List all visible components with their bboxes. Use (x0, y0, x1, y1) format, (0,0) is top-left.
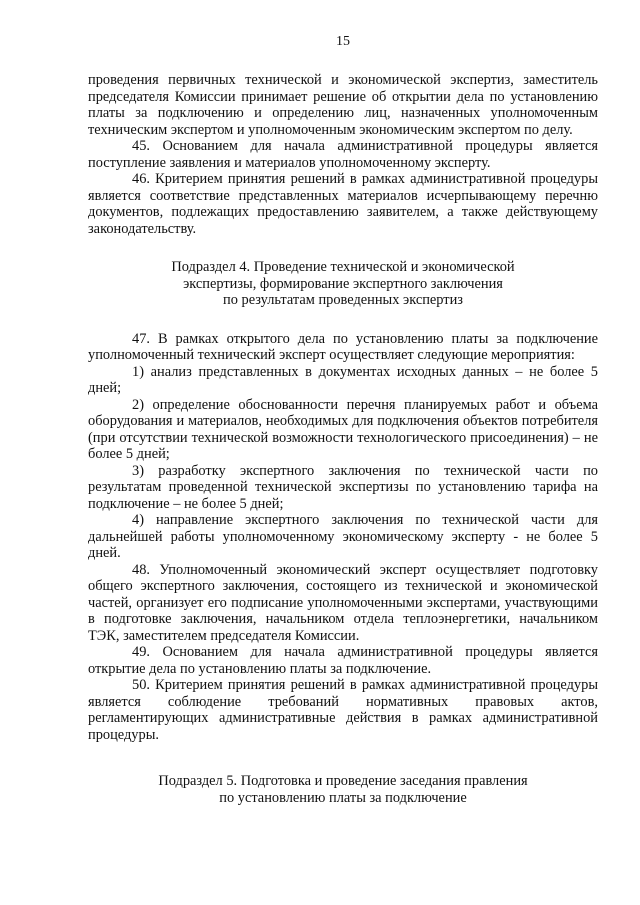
top-paragraphs (88, 72, 598, 237)
paragraph-46: 46. Критерием принятия решений в рамках административной процедуры является соответствие представленных материалов исчерпывающему перечню документов, подлежащих предоставлению заявителем, а также действующему законодательству. (88, 171, 598, 237)
heading-line: Подраздел 5. Подготовка и проведение заседания правления (158, 773, 528, 789)
paragraph-50: 50. Критерием принятия решений в рамках административной процедуры является соблюдение требований нормативных правовых актов, регламентирующих административные действия в рамках административной процедуры. (88, 677, 598, 743)
paragraph-47-item-4: 4) направление экспертного заключения по технической части для дальнейшей работы уполномоченному экономическому эксперту - не более 5 дней. (88, 512, 598, 561)
paragraph-47-item-1: 1) анализ представленных в документах исходных данных – не более 5 дней; (88, 363, 598, 396)
paragraph-47-item-3: 3) разработку экспертного заключения по технической части по результатам проведенной технической экспертизы по установлению тарифа на подключение – не более 5 дней; (88, 462, 598, 512)
paragraph-48: 48. Уполномоченный экономический эксперт осуществляет подготовку общего экспертного заключения, состоящего из технической и экономической частей, организует его подписание уполномоченными экспертами, участвующими в подготовке заключения, начальником отдела теплоэнергетики, начальником ТЭК, заместителем председателя Комиссии. (88, 561, 598, 644)
paragraph-47: 47. В рамках открытого дела по установлению платы за подключение уполномоченный технический эксперт осуществляет следующие мероприятия: (88, 330, 598, 363)
page-number: 15 (336, 34, 350, 49)
subsection-4-heading (88, 259, 598, 309)
paragraph-47-item-2: 2) определение обоснованности перечня планируемых работ и объема оборудования и материалов, необходимых для подключения объектов потребителя (при отсутствии технической возможности технологического присоединения) – не более 5 дней; (88, 396, 598, 462)
paragraph-49: 49. Основанием для начала административной процедуры является открытие дела по установлению платы за подключение. (88, 644, 598, 677)
heading-line: Подраздел 4. Проведение технической и экономической (171, 259, 515, 275)
paragraph-45: 45. Основанием для начала административной процедуры является поступление заявления и материалов уполномоченному эксперту. (88, 138, 598, 171)
heading-line: экспертизы, формирование экспертного заключения (183, 275, 503, 292)
paragraph-continuation: проведения первичных технической и экономической экспертиз, заместитель председателя Комиссии принимает решение об открытии дела по установлению платы за подключению и определению лиц, назначенных уполномоченным техническим экспертом и уполномоченным экономическим экспертом по делу. (88, 72, 598, 138)
subsection-5-heading (88, 773, 598, 806)
heading-line: по установлению платы за подключение (219, 789, 467, 806)
main-paragraphs (88, 331, 598, 744)
heading-line: по результатам проведенных экспертиз (223, 292, 463, 308)
